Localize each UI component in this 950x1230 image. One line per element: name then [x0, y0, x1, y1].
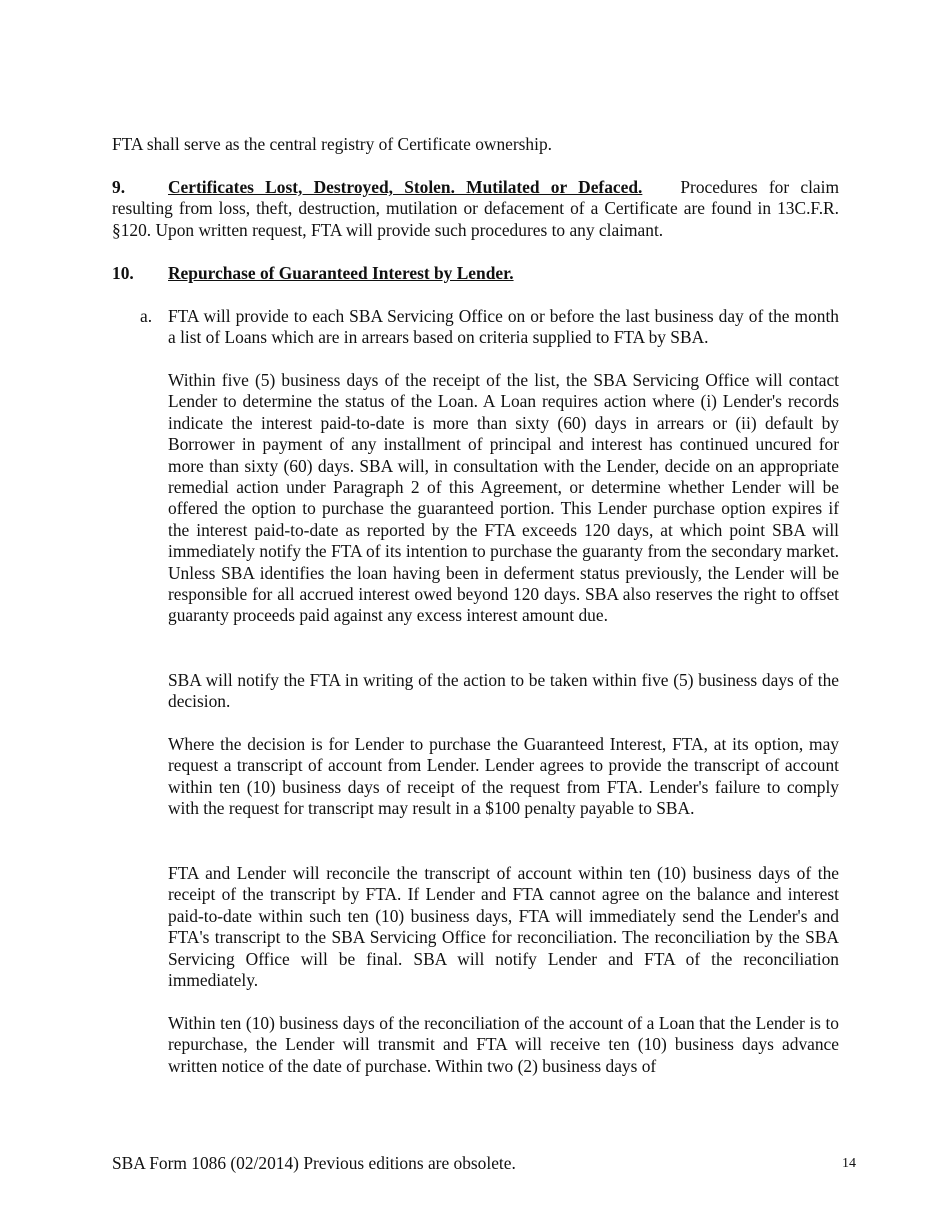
paragraph-reconcile: FTA and Lender will reconcile the transcript of account within ten (10) business days of the receipt of the transcript by FTA. If Lender and FTA cannot agree on the balance and interest paid-to-date within such ten (10) business days, FTA will immediately send the Lender's and FTA's transcript to the SBA Servicing Office for reconciliation. The reconciliation by the SBA Servicing Office will be final. SBA will notify Lender and FTA of the reconciliation immediately.	[168, 863, 839, 991]
section-9-heading	[112, 177, 642, 197]
footer-form-note: SBA Form 1086 (02/2014) Previous editions are obsolete.	[112, 1153, 516, 1173]
page-number: 14	[842, 1156, 856, 1171]
section-9-text: Procedures for claim resulting from loss, theft, destruction, mutilation or defacement of a Certificate are found in 13C.F.R. §120. Upon written request, FTA will provide such procedures to any claimant.	[112, 177, 839, 240]
section-10-heading	[112, 263, 839, 284]
section-9-paragraph	[112, 177, 839, 241]
section-9-number: 9.	[112, 177, 126, 197]
paragraph-notify-decision: SBA will notify the FTA in writing of the action to be taken within five (5) business days of the decision.	[168, 670, 839, 712]
paragraph-transcript-request: Where the decision is for Lender to purchase the Guaranteed Interest, FTA, at its option, may request a transcript of account from Lender. Lender agrees to provide the transcript of account within ten (10) business days of receipt of the request from FTA. Lender's failure to comply with the request for transcript may result in a $100 penalty payable to SBA.	[168, 734, 839, 819]
section-10-number: 10.	[112, 263, 134, 283]
section-10-title: Repurchase of Guaranteed Interest by Lender.	[168, 263, 514, 283]
item-a-marker: a.	[140, 306, 153, 326]
section-9-title: Certificates Lost, Destroyed, Stolen. Mutilated or Defaced.	[168, 177, 643, 197]
paragraph-arrears-action: Within five (5) business days of the receipt of the list, the SBA Servicing Office will contact Lender to determine the status of the Loan. A Loan requires action where (i) Lender's records indicate the interest paid-to-date is more than sixty (60) days in arrears or (ii) default by Borrower in payment of any installment of principal and interest has continued uncured for more than sixty (60) days. SBA will, in consultation with the Lender, decide on an appropriate remedial action under Paragraph 2 of this Agreement, or determine whether Lender will be offered the option to purchase the guaranteed portion. This Lender purchase option expires if the interest paid-to-date as reported by the FTA exceeds 120 days, at which point SBA will immediately notify the FTA of its intention to purchase the guaranty from the secondary market. Unless SBA identifies the loan having been in deferment status previously, the Lender will be responsible for all accrued interest owed beyond 120 days. SBA also reserves the right to offset guaranty proceeds paid against any excess interest amount due.	[168, 370, 839, 626]
item-a-text: FTA will provide to each SBA Servicing Office on or before the last business day of the month a list of Loans which are in arrears based on criteria supplied to FTA by SBA.	[168, 306, 839, 348]
intro-paragraph: FTA shall serve as the central registry of Certificate ownership.	[112, 134, 552, 154]
paragraph-repurchase-notice: Within ten (10) business days of the reconciliation of the account of a Loan that the Lender is to repurchase, the Lender will transmit and FTA will receive ten (10) business days advance written notice of the date of purchase. Within two (2) business days of	[168, 1013, 839, 1076]
